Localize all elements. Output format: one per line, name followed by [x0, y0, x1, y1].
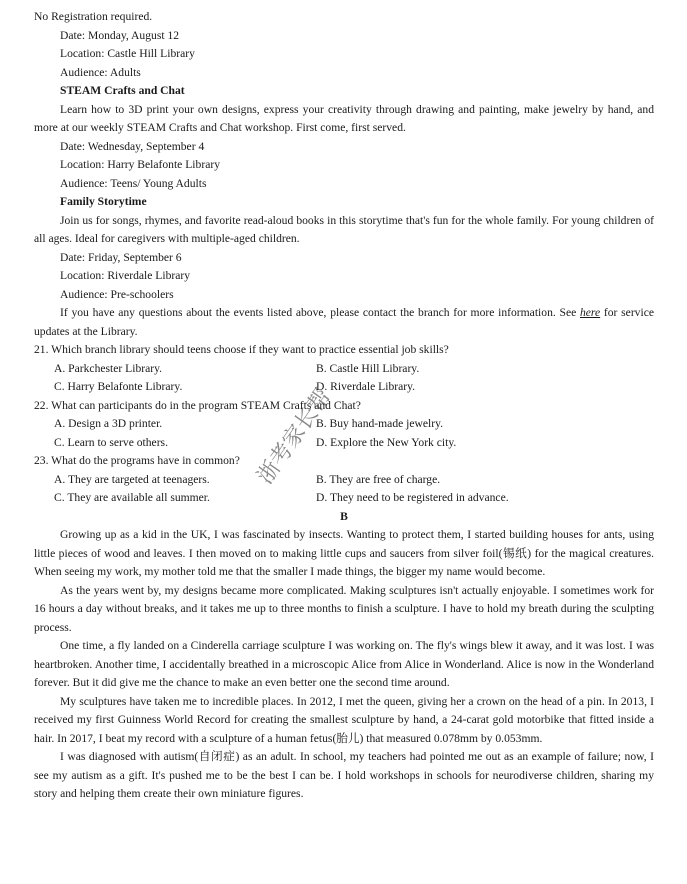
contact-paragraph [34, 304, 654, 341]
steam-description: Learn how to 3D print your own designs, express your creativity through drawing and painting, make jewelry by hand, and more at our weekly STEAM Crafts and Chat workshop. First come, first served. [34, 102, 654, 134]
question-stem: 22. What can participants do in the program STEAM Crafts and Chat? [34, 398, 361, 412]
steam-location: Location: Harry Belafonte Library [60, 158, 220, 171]
passage-paragraph-2: As the years went by, my designs became more complicated. Making sculptures isn't actually enjoyable. I sometimes work for 16 hours a day without breaks, and it takes me up to three months to finish a sculpture. I have to hold my breath during the sculpting process. [34, 583, 654, 634]
family-date: Date: Friday, September 6 [60, 250, 182, 264]
family-description: Join us for songs, rhymes, and favorite read-aloud books in this storytime that's fun for the whole family. For young children of all ages. Ideal for caregivers with multiple-aged children. [34, 213, 654, 245]
option-d: D. Explore the New York city. [316, 435, 457, 449]
question-23 [34, 452, 654, 508]
option-a: A. Design a 3D printer. [54, 417, 163, 430]
option-b: B. They are free of charge. [316, 472, 441, 486]
option-c: C. Learn to serve others. [54, 435, 168, 449]
event1-audience: Audience: Adults [60, 65, 141, 79]
option-a: A. They are targeted at teenagers. [54, 472, 210, 486]
service-updates-link[interactable]: here [579, 306, 601, 319]
option-b: B. Castle Hill Library. [316, 361, 420, 375]
steam-audience: Audience: Teens/ Young Adults [60, 176, 207, 190]
steam-title: STEAM Crafts and Chat [60, 84, 185, 97]
option-a: A. Parkchester Library. [54, 361, 163, 375]
option-d: D. Riverdale Library. [316, 380, 416, 393]
passage-paragraph-3: One time, a fly landed on a Cinderella carriage sculpture I was working on. The fly's wings blew it away, and it was lost. I was heartbroken. Another time, I accidentally breathed in a microscopic Alice from Alice in Wonderland. Alice is now in the Wonderland forever. But it did give me the chance to make an even better one the second time around. [34, 639, 654, 689]
option-d: D. They need to be registered in advance. [316, 491, 509, 504]
option-c: C. They are available all summer. [54, 491, 210, 504]
question-21 [34, 341, 654, 397]
watermark-stamp: 浙考家长帮 [252, 384, 337, 489]
document-page [34, 8, 654, 804]
passage-paragraph-5: I was diagnosed with autism(自闭症) as an adult. In school, my teachers had pointed me out as an example of failure; now, I see my autism as a gift. It's pushed me to be the best I can be. I hold workshops in schools for neurodiverse children, sharing my story and helping them create their own miniature figures. [34, 750, 654, 800]
event1-date: Date: Monday, August 12 [60, 28, 180, 42]
contact-text: If you have any questions about the events listed above, please contact the branch for more information. See [60, 306, 580, 319]
family-audience: Audience: Pre-schoolers [60, 287, 174, 301]
option-c: C. Harry Belafonte Library. [54, 380, 183, 393]
option-b: B. Buy hand-made jewelry. [316, 417, 444, 430]
passage-paragraph-1: Growing up as a kid in the UK, I was fascinated by insects. Wanting to protect them, I started building houses for ants, using little pieces of wood and leaves. I then moved on to making little cups and saucers from silver foil(锡纸) for the magical creatures. When seeing my work, my mother told me that the smaller I made things, the bigger my name would become. [34, 528, 654, 578]
event1-location: Location: Castle Hill Library [60, 47, 195, 60]
family-location: Location: Riverdale Library [60, 269, 191, 282]
registration-note: No Registration required. [34, 10, 153, 23]
question-stem: 23. What do the programs have in common? [34, 454, 240, 467]
passage-paragraph-4: My sculptures have taken me to incredible places. In 2012, I met the queen, giving her a crown on the head of a pin. In 2013, I received my first Guinness World Record for creating the smallest sculpture by hand, a 24-carat gold motorbike that fitted inside a hair. In 2017, I beat my record with a sculpture of a human fetus(胎儿) that measured 0.078mm by 0.053mm. [34, 694, 654, 745]
steam-date: Date: Wednesday, September 4 [60, 139, 205, 153]
question-22 [34, 397, 654, 453]
family-title: Family Storytime [60, 195, 147, 208]
section-heading-b: B [340, 509, 348, 523]
contact-text-end: for service updates at the Library. [34, 306, 654, 338]
question-stem: 21. Which branch library should teens choose if they want to practice essential job skills? [34, 343, 449, 356]
